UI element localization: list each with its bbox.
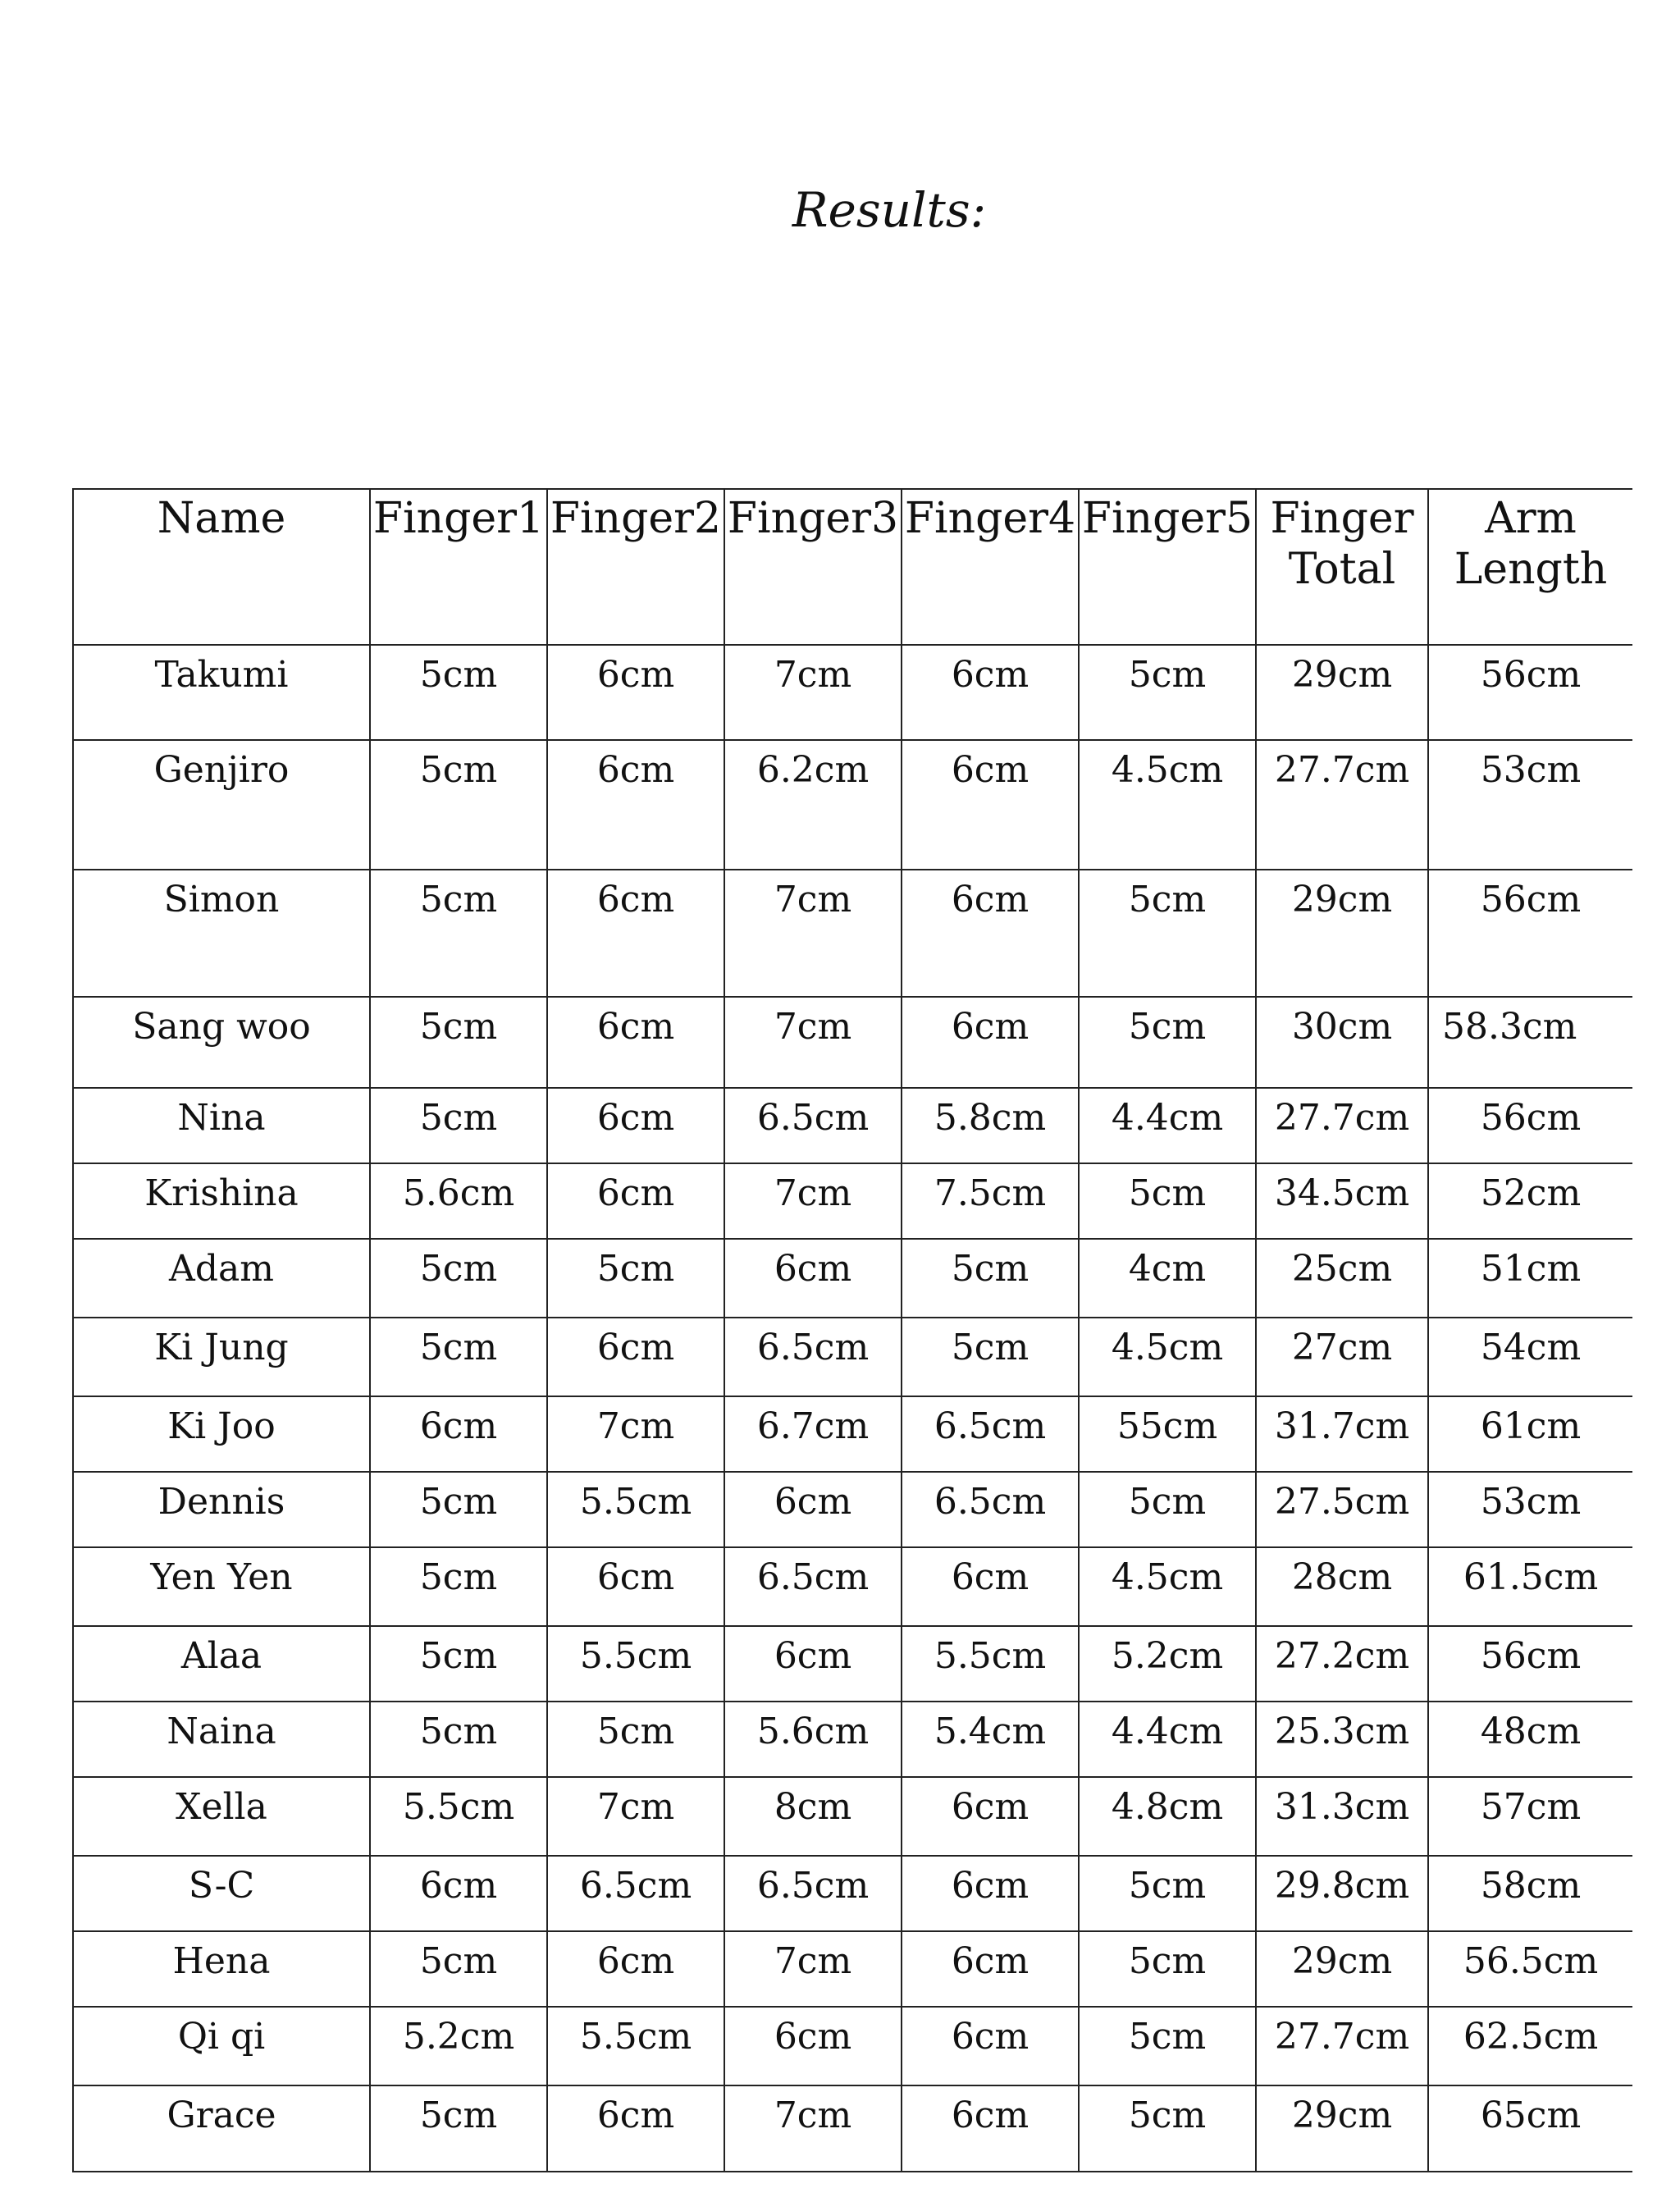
cell-name: Simon [73, 870, 370, 997]
table-row [73, 997, 1632, 1088]
cell-finger3: 6cm [724, 2007, 902, 2085]
cell-finger-total: 31.3cm [1256, 1777, 1428, 1856]
cell-finger-total: 27cm [1256, 1318, 1428, 1396]
cell-finger2: 6cm [547, 870, 724, 997]
cell-finger3: 6.5cm [724, 1856, 902, 1931]
table-row [73, 1702, 1632, 1777]
cell-name: Xella [73, 1777, 370, 1856]
cell-arm-length: 53cm [1428, 740, 1632, 870]
cell-arm-length: 53cm [1428, 1472, 1632, 1547]
cell-finger2: 5.5cm [547, 1472, 724, 1547]
cell-finger5: 4.5cm [1079, 1547, 1256, 1626]
table-row [73, 740, 1632, 870]
cell-finger2: 6cm [547, 645, 724, 740]
cell-finger5: 4cm [1079, 1239, 1256, 1318]
table-body [73, 645, 1632, 2172]
cell-finger4: 6cm [902, 1547, 1079, 1626]
cell-finger-total: 29cm [1256, 645, 1428, 740]
cell-finger5: 55cm [1079, 1396, 1256, 1472]
cell-finger-total: 27.5cm [1256, 1472, 1428, 1547]
cell-finger5: 5cm [1079, 1163, 1256, 1239]
cell-arm-length: 48cm [1428, 1702, 1632, 1777]
cell-finger1: 5cm [370, 997, 547, 1088]
cell-finger3: 6cm [724, 1472, 902, 1547]
cell-finger-total: 29.8cm [1256, 1856, 1428, 1931]
cell-finger1: 5cm [370, 2085, 547, 2172]
cell-finger-total: 27.2cm [1256, 1626, 1428, 1702]
cell-arm-length: 51cm [1428, 1239, 1632, 1318]
cell-finger-total: 25cm [1256, 1239, 1428, 1318]
cell-name: Dennis [73, 1472, 370, 1547]
cell-finger-total: 28cm [1256, 1547, 1428, 1626]
table-row [73, 1931, 1632, 2007]
cell-arm-length: 56cm [1428, 645, 1632, 740]
cell-finger4: 6cm [902, 2007, 1079, 2085]
cell-finger5: 4.4cm [1079, 1702, 1256, 1777]
cell-finger2: 5cm [547, 1702, 724, 1777]
cell-name: Takumi [73, 645, 370, 740]
table-row [73, 1856, 1632, 1931]
cell-finger1: 5cm [370, 1318, 547, 1396]
table-row [73, 1318, 1632, 1396]
cell-arm-length: 65cm [1428, 2085, 1632, 2172]
cell-finger1: 5cm [370, 1088, 547, 1163]
cell-name: Krishina [73, 1163, 370, 1239]
cell-finger4: 7.5cm [902, 1163, 1079, 1239]
cell-finger4: 6cm [902, 1856, 1079, 1931]
cell-name: Ki Joo [73, 1396, 370, 1472]
cell-finger4: 5.4cm [902, 1702, 1079, 1777]
cell-finger4: 6cm [902, 997, 1079, 1088]
cell-finger-total: 29cm [1256, 870, 1428, 997]
cell-finger5: 5cm [1079, 2085, 1256, 2172]
table-row [73, 1626, 1632, 1702]
cell-arm-length: 61cm [1428, 1396, 1632, 1472]
cell-finger4: 6cm [902, 870, 1079, 997]
cell-finger3: 7cm [724, 645, 902, 740]
cell-finger-total: 29cm [1256, 2085, 1428, 2172]
header-name: Name [73, 489, 370, 645]
cell-finger1: 5cm [370, 1702, 547, 1777]
table-row [73, 1239, 1632, 1318]
table-row [73, 645, 1632, 740]
cell-finger-total: 34.5cm [1256, 1163, 1428, 1239]
cell-arm-length: 54cm [1428, 1318, 1632, 1396]
cell-finger1: 6cm [370, 1396, 547, 1472]
cell-finger3: 6.7cm [724, 1396, 902, 1472]
cell-finger2: 6.5cm [547, 1856, 724, 1931]
table-row [73, 2085, 1632, 2172]
cell-finger5: 5cm [1079, 1472, 1256, 1547]
cell-finger2: 5.5cm [547, 1626, 724, 1702]
cell-name: S-C [73, 1856, 370, 1931]
cell-arm-length: 56cm [1428, 1088, 1632, 1163]
cell-finger2: 7cm [547, 1396, 724, 1472]
cell-finger-total: 31.7cm [1256, 1396, 1428, 1472]
cell-finger4: 6.5cm [902, 1396, 1079, 1472]
cell-finger2: 5cm [547, 1239, 724, 1318]
cell-finger2: 7cm [547, 1777, 724, 1856]
cell-finger1: 5cm [370, 645, 547, 740]
cell-finger5: 5cm [1079, 645, 1256, 740]
header-arm-length: Arm Length [1428, 489, 1632, 645]
cell-finger3: 8cm [724, 1777, 902, 1856]
cell-finger5: 5cm [1079, 997, 1256, 1088]
cell-arm-length: 58.3cm [1428, 997, 1632, 1088]
cell-name: Genjiro [73, 740, 370, 870]
cell-finger1: 6cm [370, 1856, 547, 1931]
table-row [73, 1396, 1632, 1472]
cell-name: Alaa [73, 1626, 370, 1702]
cell-finger3: 6.2cm [724, 740, 902, 870]
table-row [73, 1088, 1632, 1163]
cell-finger2: 6cm [547, 1163, 724, 1239]
results-table [72, 488, 1632, 2172]
cell-finger5: 5cm [1079, 1856, 1256, 1931]
cell-finger3: 6.5cm [724, 1318, 902, 1396]
cell-finger2: 6cm [547, 997, 724, 1088]
header-row [73, 489, 1632, 645]
cell-finger1: 5cm [370, 1239, 547, 1318]
cell-finger4: 5.5cm [902, 1626, 1079, 1702]
cell-name: Sang woo [73, 997, 370, 1088]
cell-arm-length: 61.5cm [1428, 1547, 1632, 1626]
cell-finger3: 7cm [724, 1163, 902, 1239]
cell-arm-length: 62.5cm [1428, 2007, 1632, 2085]
cell-finger4: 6cm [902, 740, 1079, 870]
header-finger-total: Finger Total [1256, 489, 1428, 645]
cell-finger1: 5cm [370, 1931, 547, 2007]
cell-finger2: 6cm [547, 1318, 724, 1396]
cell-finger3: 6cm [724, 1626, 902, 1702]
table-row [73, 1472, 1632, 1547]
cell-finger3: 6.5cm [724, 1088, 902, 1163]
page-title: Results: [792, 182, 987, 238]
header-finger3: Finger3 [724, 489, 902, 645]
cell-finger2: 6cm [547, 1547, 724, 1626]
cell-name: Ki Jung [73, 1318, 370, 1396]
table-row [73, 1163, 1632, 1239]
cell-finger3: 7cm [724, 997, 902, 1088]
cell-arm-length: 52cm [1428, 1163, 1632, 1239]
cell-finger2: 6cm [547, 1931, 724, 2007]
cell-finger2: 6cm [547, 2085, 724, 2172]
cell-finger5: 5cm [1079, 1931, 1256, 2007]
cell-arm-length: 57cm [1428, 1777, 1632, 1856]
cell-finger3: 6.5cm [724, 1547, 902, 1626]
cell-finger1: 5cm [370, 1472, 547, 1547]
header-finger1: Finger1 [370, 489, 547, 645]
cell-arm-length: 56cm [1428, 870, 1632, 997]
cell-finger-total: 27.7cm [1256, 740, 1428, 870]
cell-finger4: 6.5cm [902, 1472, 1079, 1547]
cell-finger2: 5.5cm [547, 2007, 724, 2085]
cell-finger3: 6cm [724, 1239, 902, 1318]
cell-finger5: 5cm [1079, 2007, 1256, 2085]
header-finger5: Finger5 [1079, 489, 1256, 645]
cell-name: Nina [73, 1088, 370, 1163]
cell-finger2: 6cm [547, 740, 724, 870]
cell-finger3: 7cm [724, 870, 902, 997]
cell-name: Qi qi [73, 2007, 370, 2085]
cell-finger-total: 25.3cm [1256, 1702, 1428, 1777]
cell-finger5: 5.2cm [1079, 1626, 1256, 1702]
cell-name: Hena [73, 1931, 370, 2007]
cell-arm-length: 56cm [1428, 1626, 1632, 1702]
cell-finger3: 5.6cm [724, 1702, 902, 1777]
cell-finger2: 6cm [547, 1088, 724, 1163]
header-finger4: Finger4 [902, 489, 1079, 645]
cell-finger3: 7cm [724, 2085, 902, 2172]
cell-finger5: 4.4cm [1079, 1088, 1256, 1163]
header-finger2: Finger2 [547, 489, 724, 645]
cell-finger5: 4.5cm [1079, 1318, 1256, 1396]
cell-finger1: 5cm [370, 870, 547, 997]
cell-finger5: 5cm [1079, 870, 1256, 997]
cell-finger3: 7cm [724, 1931, 902, 2007]
cell-finger1: 5.2cm [370, 2007, 547, 2085]
cell-finger5: 4.5cm [1079, 740, 1256, 870]
cell-name: Grace [73, 2085, 370, 2172]
cell-finger4: 5cm [902, 1318, 1079, 1396]
table-row [73, 870, 1632, 997]
cell-finger4: 5.8cm [902, 1088, 1079, 1163]
cell-finger5: 4.8cm [1079, 1777, 1256, 1856]
cell-finger-total: 29cm [1256, 1931, 1428, 2007]
cell-finger4: 5cm [902, 1239, 1079, 1318]
cell-name: Naina [73, 1702, 370, 1777]
cell-finger4: 6cm [902, 1777, 1079, 1856]
cell-name: Adam [73, 1239, 370, 1318]
cell-finger-total: 30cm [1256, 997, 1428, 1088]
table-row [73, 1777, 1632, 1856]
table-row [73, 2007, 1632, 2085]
cell-finger1: 5.5cm [370, 1777, 547, 1856]
cell-finger-total: 27.7cm [1256, 1088, 1428, 1163]
cell-finger-total: 27.7cm [1256, 2007, 1428, 2085]
cell-arm-length: 58cm [1428, 1856, 1632, 1931]
cell-finger1: 5.6cm [370, 1163, 547, 1239]
table-row [73, 1547, 1632, 1626]
cell-finger1: 5cm [370, 740, 547, 870]
results-table-container [72, 488, 1632, 2211]
cell-finger4: 6cm [902, 2085, 1079, 2172]
cell-arm-length: 56.5cm [1428, 1931, 1632, 2007]
cell-finger4: 6cm [902, 1931, 1079, 2007]
cell-name: Yen Yen [73, 1547, 370, 1626]
cell-finger1: 5cm [370, 1626, 547, 1702]
cell-finger4: 6cm [902, 645, 1079, 740]
cell-finger1: 5cm [370, 1547, 547, 1626]
